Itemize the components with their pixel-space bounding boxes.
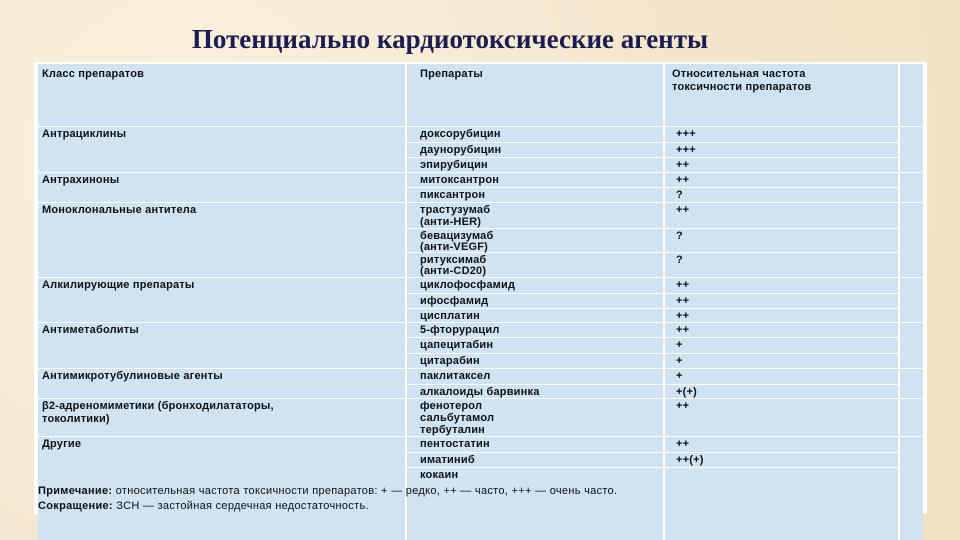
frequency-cell: +: [676, 339, 683, 351]
drug-cell: (анти-CD20): [420, 265, 487, 277]
row-divider: [405, 308, 898, 309]
drug-cell: эпирубицин: [420, 159, 488, 171]
frequency-cell: +++: [676, 128, 696, 140]
drug-cell: цитарабин: [420, 355, 480, 367]
class-cell: Другие: [42, 438, 82, 450]
drug-cell: циклофосфамид: [420, 279, 516, 291]
drug-cell: цапецитабин: [420, 339, 494, 351]
class-cell: β2-адреномиметики (бронходилататоры,: [42, 400, 274, 412]
row-divider: [405, 293, 898, 294]
document-panel: [34, 62, 927, 514]
row-divider: [38, 368, 923, 369]
frequency-cell: +: [676, 370, 683, 382]
header-drugs: Препараты: [420, 68, 483, 80]
row-divider: [38, 126, 923, 127]
note-text: относительная частота токсичности препаратов: + — редко, ++ — часто, +++ — очень часто.: [115, 485, 618, 497]
frequency-cell: +++: [676, 144, 696, 156]
drug-cell: (анти-HER): [420, 216, 482, 228]
drug-cell: паклитаксел: [420, 370, 491, 382]
frequency-cell: ?: [676, 254, 683, 266]
frequency-cell: ++: [676, 174, 690, 186]
class-cell: Антрахиноны: [42, 174, 120, 186]
row-divider: [405, 353, 898, 354]
row-divider: [405, 384, 898, 385]
footnote-note: [38, 485, 617, 497]
frequency-cell: ++: [676, 438, 690, 450]
frequency-cell: ?: [676, 189, 683, 201]
row-divider: [405, 142, 898, 143]
class-cell: Моноклональные антитела: [42, 204, 197, 216]
row-divider: [38, 322, 923, 323]
drug-cell: алкалоиды барвинка: [420, 386, 540, 398]
class-cell: токолитики): [42, 413, 110, 425]
drug-cell: ритуксимаб: [420, 254, 487, 266]
drug-cell: пиксантрон: [420, 189, 486, 201]
drug-cell: сальбутамол: [420, 412, 495, 424]
class-cell: Антиметаболиты: [42, 324, 139, 336]
drug-cell: (анти-VEGF): [420, 241, 489, 253]
header-frequency-line2: токсичности препаратов: [672, 81, 812, 93]
row-divider: [405, 157, 898, 158]
header-frequency-line1: Относительная частота: [672, 68, 806, 80]
header-class: Класс препаратов: [42, 68, 145, 80]
row-divider: [38, 172, 923, 173]
class-cell: Антимикротубулиновые агенты: [42, 370, 223, 382]
class-cell: Алкилирующие препараты: [42, 279, 195, 291]
frequency-cell: ++: [676, 279, 690, 291]
footnote-abbreviation: [38, 500, 369, 512]
drug-cell: бевацизумаб: [420, 230, 494, 242]
drug-cell: иматиниб: [420, 454, 475, 466]
abbr-text: ЗСН — застойная сердечная недостаточность.: [116, 500, 369, 512]
drug-cell: трастузумаб: [420, 204, 491, 216]
frequency-cell: ++: [676, 204, 690, 216]
frequency-cell: ++(+): [676, 454, 704, 466]
drug-cell: кокаин: [420, 469, 459, 481]
drug-cell: тербуталин: [420, 424, 486, 436]
drug-cell: митоксантрон: [420, 174, 500, 186]
frequency-cell: +: [676, 355, 683, 367]
row-divider: [38, 202, 923, 203]
drug-cell: цисплатин: [420, 310, 480, 322]
row-divider: [405, 452, 898, 453]
drug-cell: ифосфамид: [420, 295, 489, 307]
frequency-cell: ++: [676, 324, 690, 336]
frequency-cell: ++: [676, 159, 690, 171]
frequency-cell: ++: [676, 400, 690, 412]
frequency-cell: +(+): [676, 386, 697, 398]
drug-cell: пентостатин: [420, 438, 490, 450]
frequency-cell: ++: [676, 310, 690, 322]
row-divider: [405, 467, 898, 468]
column-divider: [405, 64, 407, 540]
drug-cell: даунорубицин: [420, 144, 502, 156]
frequency-cell: ?: [676, 230, 683, 242]
drug-cell: 5-фторурацил: [420, 324, 500, 336]
drug-table: [38, 64, 923, 540]
slide-title: Потенциально кардиотоксические агенты: [191, 24, 709, 54]
abbr-label: Сокращение:: [38, 500, 113, 512]
note-label: Примечание:: [38, 485, 113, 497]
row-divider: [405, 337, 898, 338]
drug-cell: доксорубицин: [420, 128, 501, 140]
column-divider: [663, 64, 665, 540]
drug-cell: фенотерол: [420, 400, 483, 412]
row-divider: [405, 187, 898, 188]
frequency-cell: ++: [676, 295, 690, 307]
column-divider: [898, 64, 900, 540]
class-cell: Антрациклины: [42, 128, 127, 140]
